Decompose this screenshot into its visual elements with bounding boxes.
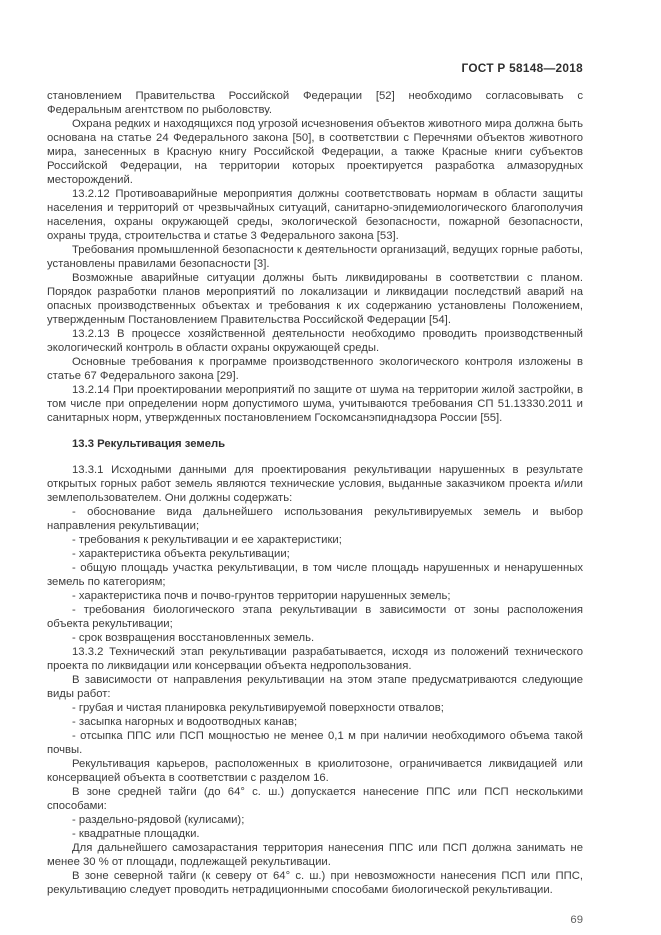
paragraph: Возможные аварийные ситуации должны быть ликвидированы в соответствии с планом. Порядок разработки планов мероприятий по локализации и ликвидации последствий аварий на опасных производственных объектах и требования к их содержанию установлены Положением, утвержденным Постановлением Правительства Российской Федерации [54]. bbox=[47, 272, 583, 326]
paragraph: - отсыпка ППС или ПСП мощностью не менее 0,1 м при наличии необходимого объема такой почвы. bbox=[47, 730, 583, 756]
section-heading: 13.3 Рекультивация земель bbox=[72, 438, 226, 450]
paragraph: Охрана редких и находящихся под угрозой исчезновения объектов животного мира должна быть основана на статье 24 Федерального закона [50], в соответствии с Перечнями объектов животного мира, занесенных в Красную книгу Российской Федерации, а также Красные книги субъектов Российской Федерации, на территории которых проектируется разработка алмазорудных месторождений. bbox=[47, 118, 583, 186]
paragraph: - квадратные площадки. bbox=[72, 828, 200, 840]
paragraph: - срок возвращения восстановленных земель. bbox=[72, 632, 315, 644]
paragraph: становлением Правительства Российской Федерации [52] необходимо согласовывать с Федеральным агентством по рыболовству. bbox=[47, 90, 583, 116]
document-body bbox=[47, 89, 583, 897]
paragraph: Для дальнейшего самозарастания территория нанесения ППС или ПСП должна занимать не менее 30 % от площади, подлежащей рекультивации. bbox=[47, 842, 583, 868]
paragraph: 13.2.13 В процессе хозяйственной деятельности необходимо проводить производственный экологический контроль в области охраны окружающей среды. bbox=[47, 328, 583, 354]
paragraph: 13.3.2 Технический этап рекультивации разрабатывается, исходя из положений технического проекта по ликвидации или консервации объекта недропользования. bbox=[47, 646, 583, 672]
document-code: ГОСТ Р 58148—2018 bbox=[461, 61, 583, 75]
paragraph: - общую площадь участка рекультивации, в том числе площадь нарушенных и ненарушенных земель по категориям; bbox=[47, 562, 583, 588]
page-header bbox=[47, 61, 583, 75]
paragraph: - требования биологического этапа рекультивации в зависимости от зоны расположения объекта рекультивации; bbox=[47, 604, 583, 630]
paragraph: - характеристика почв и почво-грунтов территории нарушенных земель; bbox=[72, 590, 451, 602]
paragraph: - требования к рекультивации и ее характеристики; bbox=[72, 534, 342, 546]
page-number: 69 bbox=[570, 914, 583, 926]
paragraph: Требования промышленной безопасности к деятельности организаций, ведущих горные работы, установлены правилами безопасности [3]. bbox=[47, 244, 583, 270]
page-footer bbox=[47, 914, 583, 926]
paragraph: - засыпка нагорных и водоотводных канав; bbox=[72, 716, 298, 728]
paragraph: 13.2.14 При проектировании мероприятий по защите от шума на территории жилой застройки, в том числе при определении норм допустимого шума, учитываются требования СП 51.13330.2011 и санитарных норм, утвержденных постановлением Госкомсанэпиднадзора России [55]. bbox=[47, 384, 583, 424]
paragraph: 13.3.1 Исходными данными для проектирования рекультивации нарушенных в результате открытых горных работ земель являются технические условия, выданные заказчиком проекта и/или землепользователем. Они должны содержать: bbox=[47, 464, 583, 504]
paragraph: - обоснование вида дальнейшего использования рекультивируемых земель и выбор направления рекультивации; bbox=[47, 506, 583, 532]
paragraph: Рекультивация карьеров, расположенных в криолитозоне, ограничивается ликвидацией или консервацией объекта в соответствии с разделом 16. bbox=[47, 758, 583, 784]
paragraph: - характеристика объекта рекультивации; bbox=[72, 548, 290, 560]
document-content bbox=[47, 89, 583, 926]
paragraph: В зоне средней тайги (до 64° с. ш.) допускается нанесение ППС или ПСП несколькими способами: bbox=[47, 786, 583, 812]
paragraph: В зависимости от направления рекультивации на этом этапе предусматриваются следующие виды работ: bbox=[47, 674, 583, 700]
paragraph: 13.2.12 Противоаварийные мероприятия должны соответствовать нормам в области защиты населения и территорий от чрезвычайных ситуаций, санитарно-эпидемиологического благополучия населения, охраны окружающей среды, экологической безопасности, пожарной безопасности, охраны труда, строительства и статье 3 Федерального закона [53]. bbox=[47, 188, 583, 242]
paragraph: Основные требования к программе производственного экологического контроля изложены в статье 67 Федерального закона [29]. bbox=[47, 356, 583, 382]
paragraph: В зоне северной тайги (к северу от 64° с. ш.) при невозможности нанесения ПСП или ППС, рекультивацию следует проводить нетрадиционными способами биологической рекультивации. bbox=[47, 870, 583, 896]
paragraph: - раздельно-рядовой (кулисами); bbox=[72, 814, 245, 826]
paragraph: - грубая и чистая планировка рекультивируемой поверхности отвалов; bbox=[72, 702, 444, 714]
